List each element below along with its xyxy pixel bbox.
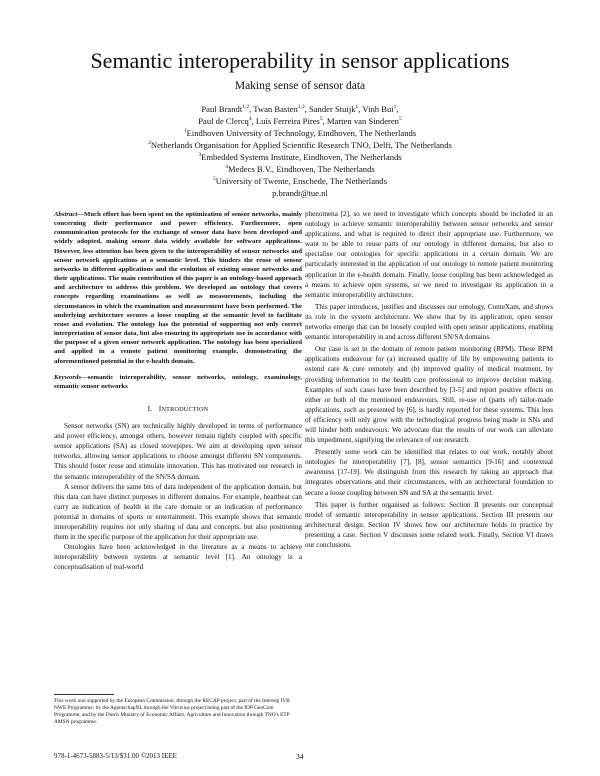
affiliation-text: Eindhoven University of Technology, Eindhoven, The Netherlands — [186, 128, 417, 138]
author-block — [0, 103, 600, 199]
left-column — [54, 210, 302, 572]
abstract-label: Abstract — [54, 211, 78, 218]
author-name: Paul de Clercq — [198, 116, 249, 126]
affiliation-text: Netherlands Organisation for Applied Scientific Research TNO, Delft, The Netherlands — [150, 140, 452, 150]
author-affiliation-marker: 5 — [398, 116, 402, 123]
author-name: Luís Ferreira Pires — [255, 116, 320, 126]
body-paragraph: This paper introduces, justifies and discusses our ontology, ConteXam, and shows its role in the system architecture. We show that by its application, open sensor networks emerge that can be loosely coupled with open sensor applications, enabling semantic interoperability in and across different SN/SA domains. — [305, 302, 553, 342]
author-affiliation-marker: 1,2 — [242, 104, 250, 111]
body-paragraph: Our case is set in the domain of remote patient monitoring (RPM). These RPM applications endeavour for (a) increased quality of life by empowering patients to extend care & cure remotely and (b) improved quality of medical treatment, by providing information to the health care professional to improve decision making. Examples of such cases have been described by [3-5] and report positive effects on either or both of the mentioned endeavours. Still, re-use of (parts of) tailor-made applications, such as presented by [6], is hardly reported for these systems. This loss of efficiency will only grow with the technological progress being made in SNs and will hinder both endeavours. We advocate that the results of our work can alleviate this impediment, signifying the relevance of our research. — [305, 345, 553, 445]
contact-email: p.brandt@tue.nl — [272, 188, 328, 198]
body-paragraph: This paper is further organised as follows: Section II presents our conceptual model of semantic interoperability in sensor applications. Section III presents our architectural design. Section IV shows how our architecture holds in practice by presenting a case. Section V discusses some related work. Finally, Section VI draws our conclusions. — [305, 500, 553, 549]
section-heading-introduction — [54, 404, 302, 415]
section-numeral: I. — [147, 403, 153, 413]
body-paragraph: A sensor delivers the same bits of data independent of the application domain, but this data can have distinct purposes in different domains. For example, heartbeat can carry an indication of health in the care domain or an indication of performance potential in domains of sports or entertainment. This example shows that semantic interoperability requires not only sharing of data and concepts, but also positioning them in the specific purpose of the application for their appropriate use. — [54, 482, 302, 542]
paper-subtitle: Making sense of sensor data — [234, 80, 366, 92]
keywords-label: Keywords — [54, 373, 81, 381]
author-name: Sander Stuijk — [308, 104, 356, 114]
author-name: Paul Brandt — [201, 104, 243, 114]
page-number: 34 — [296, 752, 304, 761]
affiliation-line — [0, 139, 600, 151]
section-title-initial: I — [158, 403, 162, 413]
affiliation-line — [0, 151, 600, 163]
abstract-text: —Much effort has been spent on the optimization of sensor networks, mainly concerning their performance and power efficiency. Furthermore, open communication protocols for the exchange of sensor data have been developed and widely adopted, making sensor data widely available for software applications. However, less attention has been given to the interoperability of sensor networks and sensor network applications at a semantic level. This hinders the reuse of sensor networks in different applications and the evolution of existing sensor networks and their applications. The main contribution of this paper is an ontology-based approach and architecture to address this problem. We developed an ontology that covers concepts regarding examinations as well as measurements, including the circumstances in which the examination and measurement have been performed. The underlying architecture secures a loose coupling at the semantic level to facilitate reuse and evolution. The ontology has the potential of supporting not only correct interpretation of sensor data, but also ensuring its appropriate use in accordance with the purpose of a given sensor network application. The ontology has been specialized and applied in a remote patient monitoring example, demonstrating the aforementioned potential in the e-health domain. — [54, 211, 302, 365]
author-name: Marten van Sinderen — [326, 116, 399, 126]
affiliation-text: Medecs B.V., Eindhoven, The Netherlands — [228, 164, 375, 174]
paper-title: Semantic interoperability in sensor applications — [90, 48, 510, 73]
affiliation-line — [0, 163, 600, 175]
body-paragraph: Ontologies have been acknowledged in the literature as a means to achieve interoperability between systems at semantic level [1]. An ontology is a conceptualisation of real-world — [54, 543, 302, 572]
affiliation-text: University of Twente, Enschede, The Netherlands — [215, 176, 387, 186]
author-line-1: Paul Brandt$^{1,2}$, Twan Basten$^{1,3}$, Sander Stuijk$^1$, Vinh Bui$^1$, — [201, 104, 399, 114]
affiliation-marker: 1 — [183, 128, 187, 135]
footnote-divider — [54, 694, 114, 695]
author-name: Vinh Bui — [362, 104, 394, 114]
keywords — [54, 373, 302, 391]
section-title-rest: NTRODUCTION — [161, 405, 209, 413]
body-paragraph: Presently some work can be identified that relates to our work, notably about ontologies for interoperability [7], [8], sensor semantics [9-16] and contextual awareness [17-19]. We distinguish from this research by taking an approach that integrates observations and their circumstances, with an architectural foundation to secure a loose coupling between SN and SA at the semantic level. — [305, 448, 553, 497]
author-line-2: Paul de Clercq$^4$, Luís Ferreira Pires$^5$, Marten van Sinderen$^5$ — [198, 116, 402, 126]
author-affiliation-marker: 1 — [355, 104, 359, 111]
author-affiliation-marker: 1,3 — [297, 104, 305, 111]
author-affiliation-marker: 1 — [393, 104, 397, 111]
affiliation-text: Embedded Systems Institute, Eindhoven, The Netherlands — [201, 152, 402, 162]
affiliation-line — [0, 175, 600, 187]
keywords-text: —semantic interoperability, sensor networks, ontology, examinology, semantic sensor networks — [54, 373, 302, 390]
right-column — [305, 209, 553, 550]
isbn-copyright: 978-1-4673-5883-5/13/$31.00 ©2013 IEEE — [54, 752, 177, 760]
abstract — [54, 210, 302, 366]
author-affiliation-marker: 5 — [319, 116, 323, 123]
body-paragraph: Sensor networks (SN) are technically highly developed in terms of performance and power efficiency, amongst others, however remain tightly coupled with specific sensor applications (SA) as closed stovepipes. We aim at developing open sensor networks, allowing sensor applications to choose amongst different SN components. This should foster reuse and stimulate innovation. This has motivated our research in the semantic interoperability of the SN/SA domain. — [54, 422, 302, 481]
affiliation-marker: 2 — [148, 140, 151, 147]
affiliation-marker: 4 — [225, 164, 229, 171]
affiliation-marker: 5 — [213, 176, 216, 183]
funding-footnote: This work was supported by the European Commission, through the RECAP project, part of the Interreg IVB NWE Programme; by the AgentschapNL through the Vitruvius project being part of the IOP GenCom Programme; and by the Dutch Ministry of Economic Affairs, Agriculture and Innovation through TNO's ETP AMSN programme. — [54, 698, 290, 726]
author-affiliation-marker: 4 — [248, 116, 252, 123]
affiliation-marker: 3 — [198, 152, 202, 159]
author-name: Twan Basten — [253, 104, 298, 114]
body-paragraph: phenomena [2], so we need to investigate which concepts should be included in an ontology to achieve semantic interoperability between sensor networks and sensor applications, and what is required to direct their appropriate use. Furthermore, we want to be able to reuse parts of our ontology in different domains, but also to specialise our ontologies for specific applications in a certain domain. We are particularly interested in the application of our ontology to remote patient monitoring application in the e-health domain. Finally, loose coupling has been acknowledged as a means to achieve open systems, so we need to investigate its application in a semantic interoperability architecture. — [305, 210, 553, 299]
affiliation-line — [0, 127, 600, 139]
